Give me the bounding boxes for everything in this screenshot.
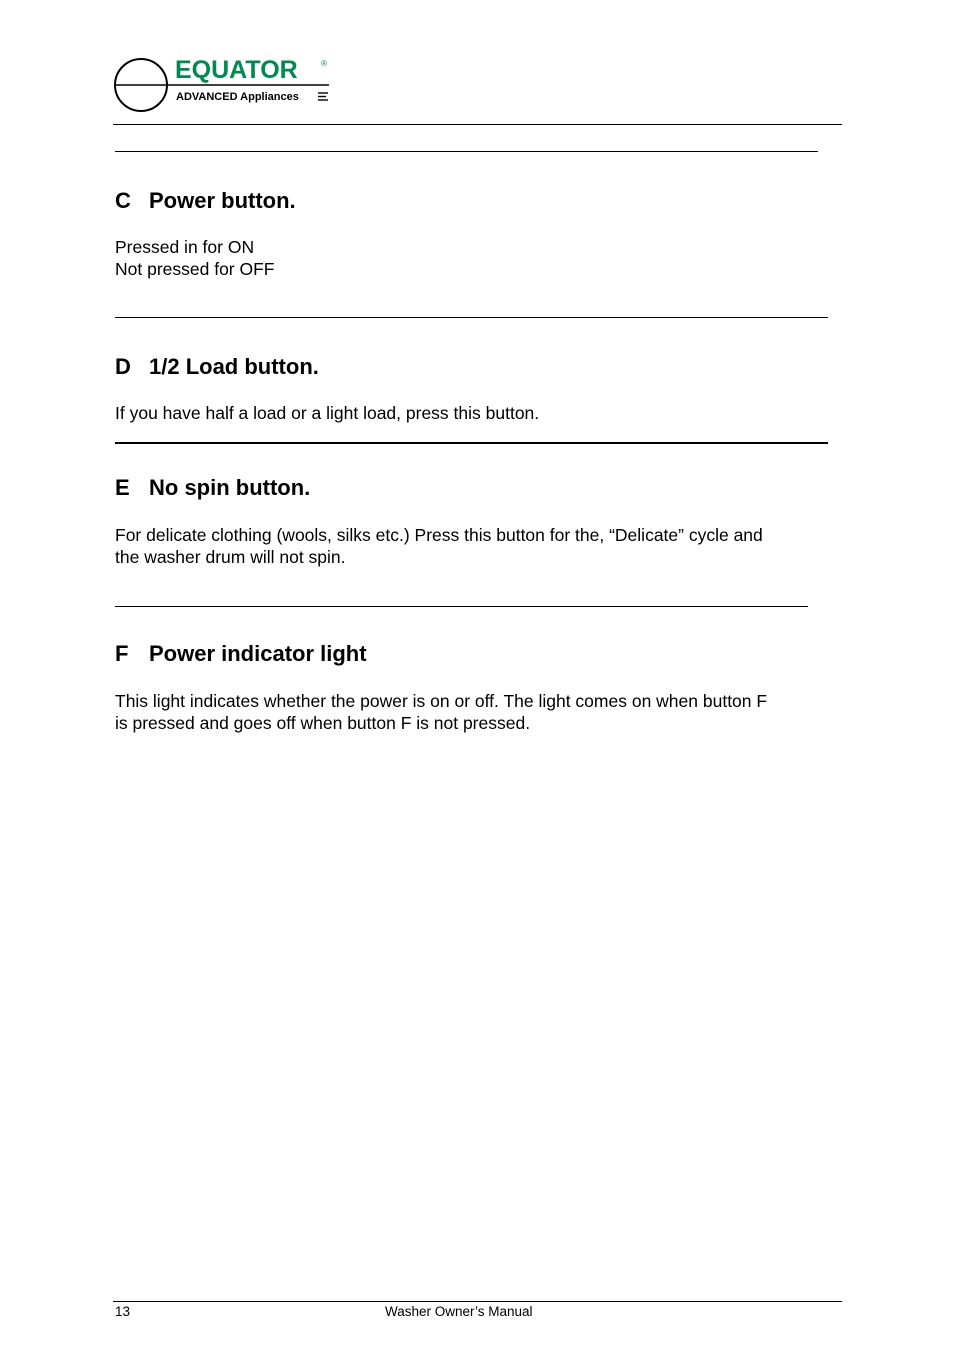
brand-tagline: ADVANCED Appliances (176, 91, 299, 103)
section-letter: E (115, 475, 130, 500)
section-heading-c (115, 188, 296, 214)
section-divider (115, 606, 808, 607)
section-letter: F (115, 641, 129, 666)
registered-mark: ® (321, 59, 327, 68)
section-body-e (115, 524, 845, 568)
section-heading-f (115, 641, 367, 667)
section-heading-e (115, 475, 310, 501)
body-line: the washer drum will not spin. (115, 547, 346, 567)
tagline-lines-icon (318, 93, 328, 100)
section-heading-d (115, 354, 319, 380)
section-body-d (115, 402, 845, 424)
footer-title: Washer Owner’s Manual (385, 1304, 533, 1319)
section-divider (115, 317, 828, 318)
body-line: If you have half a load or a light load, press this button. (115, 403, 540, 423)
section-body-c (115, 236, 845, 280)
section-divider (115, 442, 828, 444)
section-body-f (115, 690, 845, 734)
section-letter: C (115, 188, 131, 213)
body-line: Pressed in for ON (115, 237, 255, 257)
section-title: No spin button. (149, 475, 311, 500)
section-title: 1/2 Load button. (149, 354, 319, 379)
page-number: 13 (115, 1304, 131, 1319)
section-title: Power indicator light (149, 641, 367, 666)
equator-logo-mark-icon (114, 55, 334, 115)
header-rule (113, 124, 842, 125)
section-divider (115, 151, 818, 152)
brand-logo (114, 55, 334, 115)
footer-rule (113, 1301, 842, 1302)
section-letter: D (115, 354, 131, 379)
body-line: Not pressed for OFF (115, 259, 275, 279)
section-title: Power button. (149, 188, 296, 213)
body-line: This light indicates whether the power is on or off. The light comes on when button F (115, 691, 768, 711)
brand-name: EQUATOR (175, 56, 298, 84)
body-line: For delicate clothing (wools, silks etc.) Press this button for the, “Delicate” cycle and (115, 525, 763, 545)
body-line: is pressed and goes off when button F is not pressed. (115, 713, 531, 733)
